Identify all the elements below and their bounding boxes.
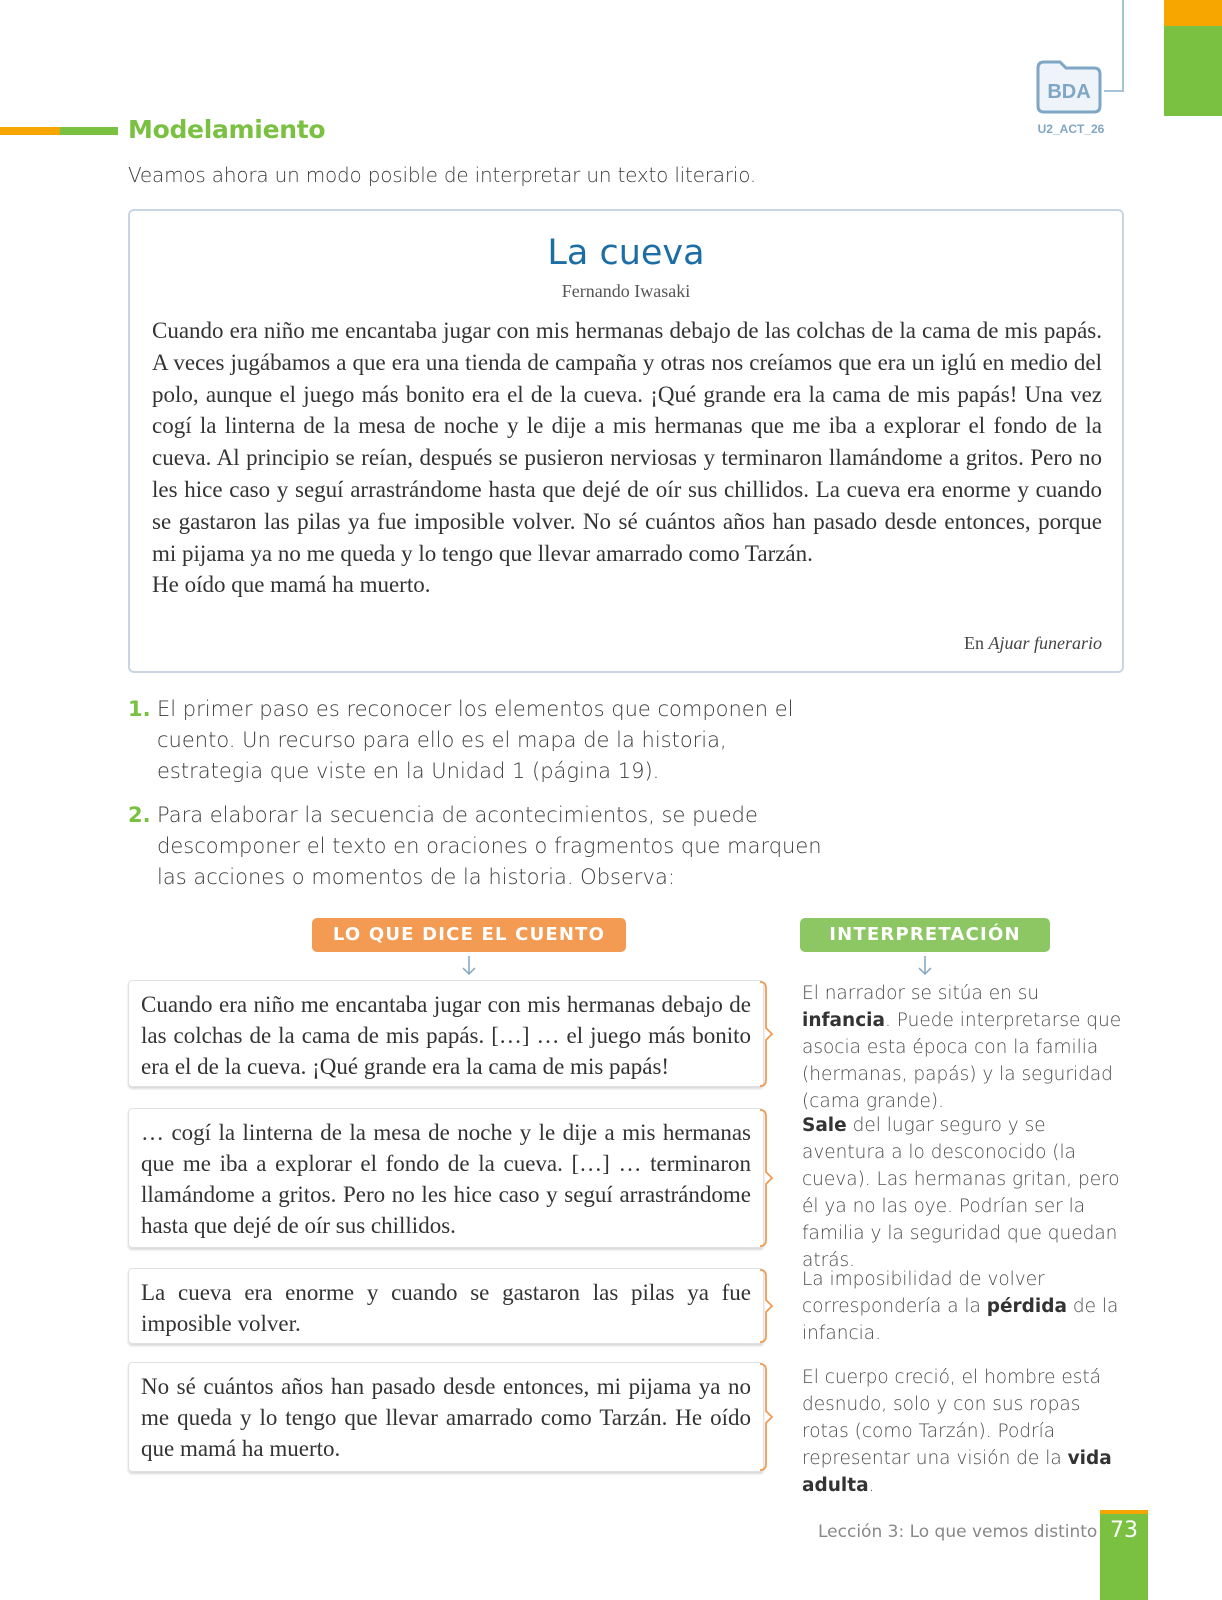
item-text: El primer paso es reconocer los elementos que componen el cuento. Un recurso para ello es el mapa de la historia, estrategia que viste en la Unidad 1 (página 19). bbox=[157, 697, 794, 783]
story-source-prefix: En bbox=[963, 633, 984, 653]
bda-label: BDA bbox=[1047, 81, 1091, 103]
page-number: 73 bbox=[1110, 1518, 1138, 1543]
story-author: Fernando Iwasaki bbox=[561, 281, 691, 301]
story-fragment: La cueva era enorme y cuando se gastaron las pilas ya fue imposible volver. bbox=[128, 1268, 764, 1344]
story-fragment: … cogí la linterna de la mesa de noche y le dije a mis hermanas que me iba a explorar el fondo de la cueva. […] … terminaron llamándome a gritos. Pero no les hice caso y seguí arrastrándome hasta que dejé de oír sus chillidos. bbox=[128, 1108, 764, 1248]
arrow-down-icon bbox=[916, 954, 934, 978]
story-fragment: Cuando era niño me encantaba jugar con mis hermanas debajo de las colchas de la cama de mis papás. […] … el juego más bonito era el de la cueva. ¡Qué grande era la cama de mis papás! bbox=[128, 980, 764, 1087]
list-item bbox=[128, 800, 828, 893]
interp-text: . bbox=[868, 1475, 875, 1496]
story-text bbox=[152, 315, 1102, 601]
heading-bar-orange bbox=[0, 127, 60, 135]
story-last-line: He oído que mamá ha muerto. bbox=[152, 572, 431, 598]
interp-text: El cuerpo creció, el hombre está desnudo, solo y con sus ropas rotas (como Tarzán). Podría representar una visión de la bbox=[802, 1367, 1101, 1469]
section-title: Modelamiento bbox=[128, 115, 326, 144]
interp-keyword: Sale bbox=[802, 1115, 847, 1136]
interpretation-text bbox=[802, 1112, 1132, 1274]
interp-keyword: infancia bbox=[802, 1010, 886, 1031]
corner-tab-orange bbox=[1164, 0, 1222, 26]
story-source-title: Ajuar funerario bbox=[988, 633, 1102, 653]
interp-keyword: pérdida bbox=[986, 1296, 1067, 1317]
bracket-connector bbox=[758, 1268, 774, 1344]
item-text: Para elaborar la secuencia de acontecimientos, se puede descomponer el texto en oraciones o fragmentos que marquen las acciones o momentos de la historia. Observa: bbox=[157, 803, 822, 889]
interp-text: de la infancia. bbox=[802, 1296, 1119, 1344]
column-label-story: LO QUE DICE EL CUENTO bbox=[312, 918, 626, 952]
story-fragment: No sé cuántos años han pasado desde entonces, mi pijama ya no me queda y lo tengo que llevar amarrado como Tarzán. He oído que mamá ha muerto. bbox=[128, 1362, 764, 1472]
bda-folder-icon[interactable] bbox=[1034, 58, 1104, 114]
bracket-connector bbox=[758, 1108, 774, 1248]
footer-lesson: Lección 3: Lo que vemos distinto bbox=[818, 1522, 1098, 1542]
item-number: 2. bbox=[128, 803, 151, 827]
section-intro: Veamos ahora un modo posible de interpretar un texto literario. bbox=[128, 163, 757, 187]
interp-text: La imposibilidad de volver correspondería a la bbox=[802, 1269, 1045, 1317]
interpretation-text bbox=[802, 1266, 1132, 1347]
bda-code: U2_ACT_26 bbox=[1037, 122, 1105, 136]
interp-keyword: vida adulta bbox=[802, 1448, 1112, 1496]
story-paragraph: Cuando era niño me encantaba jugar con mis hermanas debajo de las colchas de la cama de mis papás. A veces jugábamos a que era una tienda de campaña y otras nos creíamos que era un iglú en medio del polo, aunque el juego más bonito era el de la cueva. ¡Qué grande era la cama de mis papás! Una vez cogí la linterna de la mesa de noche y le dije a mis hermanas que me iba a explorar el fondo de la cueva. Al principio se reían, después se pusieron nerviosas y terminaron llamándome a gritos. Pero no les hice caso y seguí arrastrándome hasta que dejé de oír sus chillidos. La cueva era enorme y cuando se gastaron las pilas ya fue imposible volver. No sé cuántos años han pasado desde entonces, porque mi pijama ya no me queda y lo tengo que llevar amarrado como Tarzán. bbox=[152, 318, 1102, 566]
interp-text: del lugar seguro y se aventura a lo desconocido (la cueva). Las hermanas gritan, pero él ya no las oye. Podrían ser la familia y la seguridad que quedan atrás. bbox=[802, 1115, 1120, 1271]
bracket-connector bbox=[758, 1362, 774, 1472]
heading-bar-green bbox=[60, 127, 118, 135]
interpretation-text bbox=[802, 980, 1132, 1115]
column-label-interpretation: INTERPRETACIÓN bbox=[800, 918, 1050, 952]
bda-connector-line bbox=[1122, 0, 1124, 92]
list-item bbox=[128, 694, 828, 787]
interpretation-text bbox=[802, 1364, 1132, 1499]
bda-connector-line-h bbox=[1104, 90, 1124, 92]
interp-text: . Puede interpretarse que asocia esta época con la familia (hermanas, papás) y la seguridad (cama grande). bbox=[802, 1010, 1122, 1112]
page-number-tab-accent bbox=[1100, 1510, 1148, 1514]
item-number: 1. bbox=[128, 697, 151, 721]
bracket-connector bbox=[758, 980, 774, 1088]
story-box bbox=[128, 209, 1124, 673]
interp-text: El narrador se sitúa en su bbox=[802, 983, 1040, 1004]
story-source bbox=[964, 633, 1102, 654]
arrow-down-icon bbox=[460, 954, 478, 978]
story-title: La cueva bbox=[547, 233, 705, 273]
